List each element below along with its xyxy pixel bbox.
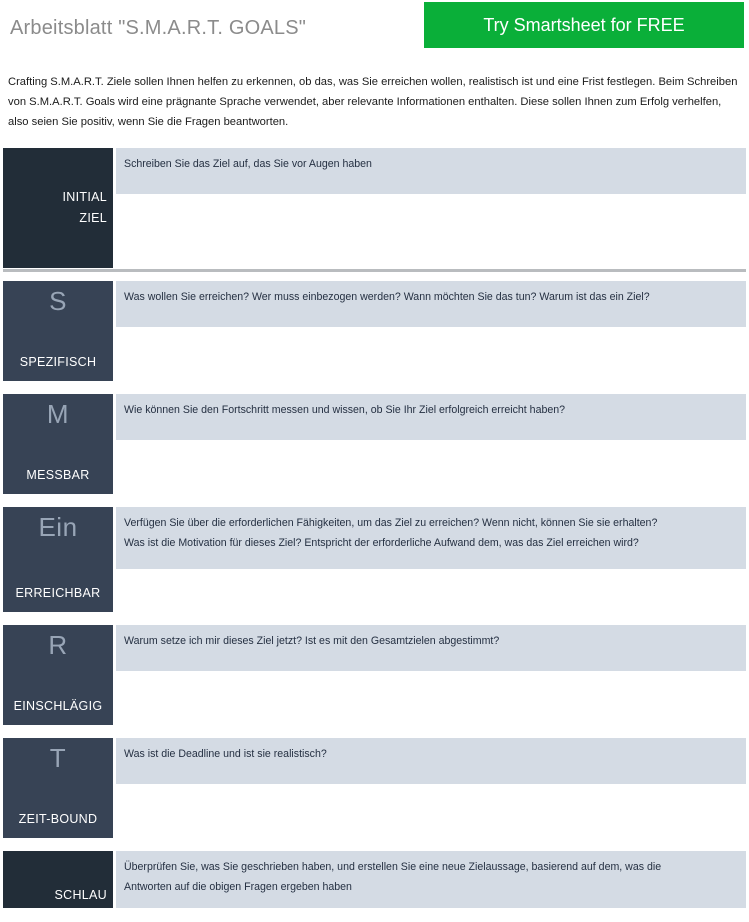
row-content-initial-ziel: [116, 148, 746, 268]
answer-area-einschlaegig[interactable]: [116, 671, 746, 725]
worksheet-row-schlau: [3, 851, 746, 908]
row-content-spezifisch: [116, 281, 746, 381]
worksheet-row-erreichbar: [3, 507, 746, 612]
row-letter-a: Ein: [38, 512, 78, 542]
worksheet-row-einschlaegig: [3, 625, 746, 725]
row-content-erreichbar: [116, 507, 746, 612]
row-label-line-1: MESSBAR: [26, 468, 90, 482]
row-question-spezifisch: [116, 281, 746, 327]
answer-area-spezifisch[interactable]: [116, 327, 746, 381]
row-label-line-2: ZIEL: [79, 211, 107, 225]
row-letter-r: R: [48, 630, 68, 660]
intro-paragraph: Crafting S.M.A.R.T. Ziele sollen Ihnen helfen zu erkennen, ob das, was Sie erreichen wollen, realistisch ist und eine Frist festlegen. Beim Schreiben von S.M.A.R.T. Goals wird eine prägnante Sprache verwendet, aber relevante Informationen enthalten. Diese sollen Ihnen zum Erfolg verhelfen, also seien Sie positiv, wenn Sie die Fragen beantworten.: [8, 76, 738, 128]
row-content-messbar: [116, 394, 746, 494]
row-question-zeit-bound: [116, 738, 746, 784]
page-title: Arbeitsblatt "S.M.A.R.T. GOALS": [10, 17, 307, 39]
row-label-line-1: EINSCHLÄGIG: [13, 699, 103, 713]
question-line-1: Überprüfen Sie, was Sie geschrieben haben, und erstellen Sie eine neue Zielaussage, basierend auf dem, was die: [124, 861, 662, 873]
answer-area-initial-ziel[interactable]: [116, 194, 746, 268]
question-line-1: Wie können Sie den Fortschritt messen und wissen, ob Sie Ihr Ziel erfolgreich erreicht haben?: [124, 404, 566, 416]
question-line-1: Was ist die Deadline und ist sie realistisch?: [124, 748, 327, 760]
row-label-spezifisch: [3, 281, 113, 381]
row-content-schlau: [116, 851, 746, 908]
answer-area-messbar[interactable]: [116, 440, 746, 494]
worksheet-row-spezifisch: [3, 281, 746, 381]
row-question-initial-ziel: [116, 148, 746, 194]
row-label-schlau: [3, 851, 113, 908]
worksheet-row-zeit-bound: [3, 738, 746, 838]
row-letter-m: M: [46, 399, 70, 429]
row-label-erreichbar: [3, 507, 113, 612]
row-label-initial-ziel: [3, 148, 113, 268]
row-content-zeit-bound: [116, 738, 746, 838]
row-label-line-1: INITIAL: [62, 190, 107, 204]
smart-goals-worksheet: [0, 148, 749, 908]
answer-area-zeit-bound[interactable]: [116, 784, 746, 838]
row-content-einschlaegig: [116, 625, 746, 725]
row-label-line-1: SCHLAU: [54, 888, 107, 902]
row-label-line-1: ERREICHBAR: [15, 586, 101, 600]
row-question-einschlaegig: [116, 625, 746, 671]
row-label-messbar: [3, 394, 113, 494]
try-smartsheet-for-free-button[interactable]: Try Smartsheet for FREE: [424, 2, 744, 48]
row-question-schlau: [116, 851, 746, 908]
question-line-1: Schreiben Sie das Ziel auf, das Sie vor Augen haben: [124, 158, 372, 170]
question-line-1: Warum setze ich mir dieses Ziel jetzt? Ist es mit den Gesamtzielen abgestimmt?: [124, 635, 500, 647]
question-line-2: Was ist die Motivation für dieses Ziel? Entspricht der erforderliche Aufwand dem, was das Ziel erreichen wird?: [124, 537, 639, 549]
question-line-2: Antworten auf die obigen Fragen ergeben haben: [124, 881, 352, 893]
page-header: [0, 0, 749, 58]
row-question-messbar: [116, 394, 746, 440]
row-letter-s: S: [49, 286, 67, 316]
answer-area-erreichbar[interactable]: [116, 569, 746, 612]
question-line-1: Verfügen Sie über die erforderlichen Fähigkeiten, um das Ziel zu erreichen? Wenn nicht, können Sie sie erhalten?: [124, 517, 658, 529]
row-label-line-1: SPEZIFISCH: [19, 355, 97, 369]
row-question-erreichbar: [116, 507, 746, 569]
row-letter-t: T: [49, 743, 67, 773]
worksheet-row-messbar: [3, 394, 746, 494]
row-label-line-1: ZEIT-BOUND: [18, 812, 98, 826]
row-label-zeit-bound: [3, 738, 113, 838]
question-line-1: Was wollen Sie erreichen? Wer muss einbezogen werden? Wann möchten Sie das tun? Warum ist das ein Ziel?: [124, 291, 650, 303]
worksheet-row-initial-ziel: [3, 148, 746, 268]
row-label-einschlaegig: [3, 625, 113, 725]
